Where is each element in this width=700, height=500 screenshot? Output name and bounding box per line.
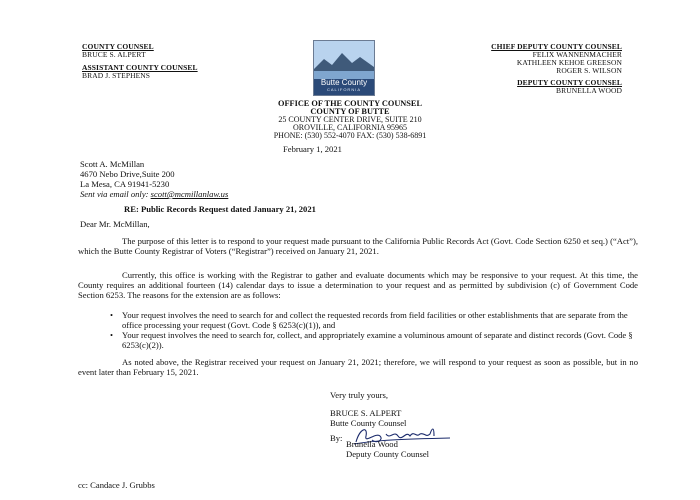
county-counsel-title: COUNTY COUNSEL bbox=[82, 42, 154, 51]
chief-deputy-name-3: ROGER S. WILSON bbox=[556, 66, 622, 75]
extension-reasons-list bbox=[110, 310, 635, 350]
office-line-2: COUNTY OF BUTTE bbox=[310, 107, 390, 116]
salutation: Dear Mr. McMillan, bbox=[80, 219, 150, 229]
logo-subtext: CALIFORNIA bbox=[326, 87, 361, 92]
letter-date: February 1, 2021 bbox=[283, 144, 342, 154]
re-line: RE: Public Records Request dated January 21, 2021 bbox=[124, 204, 316, 214]
list-item: • Your request involves the need to search for and collect the requested records from field facilities or other establishments that are separate from the office processing your request (Govt. Code § 6253(c)(1)), and bbox=[110, 310, 635, 330]
paragraph-3: As noted above, the Registrar received your request on January 21, 2021; therefore, we will respond to your request as soon as possible, but in no event later than February 15, 2021. bbox=[78, 357, 638, 378]
chief-deputy-name-2: KATHLEEN KEHOE GREESON bbox=[516, 58, 622, 67]
deputy-counsel-name: BRUNELLA WOOD bbox=[556, 86, 622, 95]
signer-title: Butte County Counsel bbox=[330, 418, 407, 428]
paragraph-1: The purpose of this letter is to respond to your request made pursuant to the California Public Records Act (Govt. Code Section 6250 et seq.) (“Act”), which the Butte County Registrar of Voters (“Registrar”) received on January 21, 2021. bbox=[78, 236, 638, 257]
office-phone: PHONE: (530) 552-4070 FAX: (530) 538-6891 bbox=[273, 131, 427, 140]
recipient-email-line bbox=[80, 189, 228, 199]
chief-deputy-title: CHIEF DEPUTY COUNTY COUNSEL bbox=[491, 42, 622, 51]
logo-text: Butte County bbox=[320, 78, 368, 87]
recipient-street: 4670 Nebo Drive,Suite 200 bbox=[80, 169, 175, 179]
signer-name: BRUCE S. ALPERT bbox=[330, 408, 402, 418]
recipient-email-link[interactable]: scott@mcmillanlaw.us bbox=[150, 189, 229, 199]
office-line-1: OFFICE OF THE COUNTY COUNSEL bbox=[278, 99, 422, 108]
list-item: • Your request involves the need to search for, collect, and appropriately examine a voluminous amount of separate and distinct records (Govt. Code § 6253(c)(2)). bbox=[110, 330, 635, 350]
cc-line: cc: Candace J. Grubbs bbox=[78, 480, 155, 490]
deputy-signer-title: Deputy County Counsel bbox=[346, 449, 430, 459]
recipient-name: Scott A. McMillan bbox=[80, 159, 145, 169]
assistant-counsel-title: ASSISTANT COUNTY COUNSEL bbox=[82, 63, 198, 72]
assistant-counsel-name: BRAD J. STEPHENS bbox=[82, 71, 151, 80]
deputy-signer-name: Brunella Wood bbox=[346, 439, 398, 449]
by-label: By: bbox=[330, 433, 343, 443]
recipient-city: La Mesa, CA 91941-5230 bbox=[80, 179, 170, 189]
office-address: 25 COUNTY CENTER DRIVE, SUITE 210 bbox=[278, 115, 422, 124]
paragraph-2: Currently, this office is working with the Registrar to gather and evaluate documents which may be responsive to your request. At this time, the County requires an additional fourteen (14) calendar days to issue a determination to your request and as permitted by subdivision (c) of Government Code Section 6253. The reasons for the extension are as follows: bbox=[78, 270, 638, 301]
county-counsel-name: BRUCE S. ALPERT bbox=[82, 50, 146, 59]
chief-deputy-name-1: FELIX WANNENMACHER bbox=[532, 50, 622, 59]
valediction: Very truly yours, bbox=[330, 390, 388, 400]
butte-county-logo bbox=[313, 40, 375, 96]
office-city: OROVILLE, CALIFORNIA 95965 bbox=[293, 123, 407, 132]
deputy-counsel-title: DEPUTY COUNTY COUNSEL bbox=[517, 78, 622, 87]
email-prefix: Sent via email only: bbox=[80, 189, 151, 199]
